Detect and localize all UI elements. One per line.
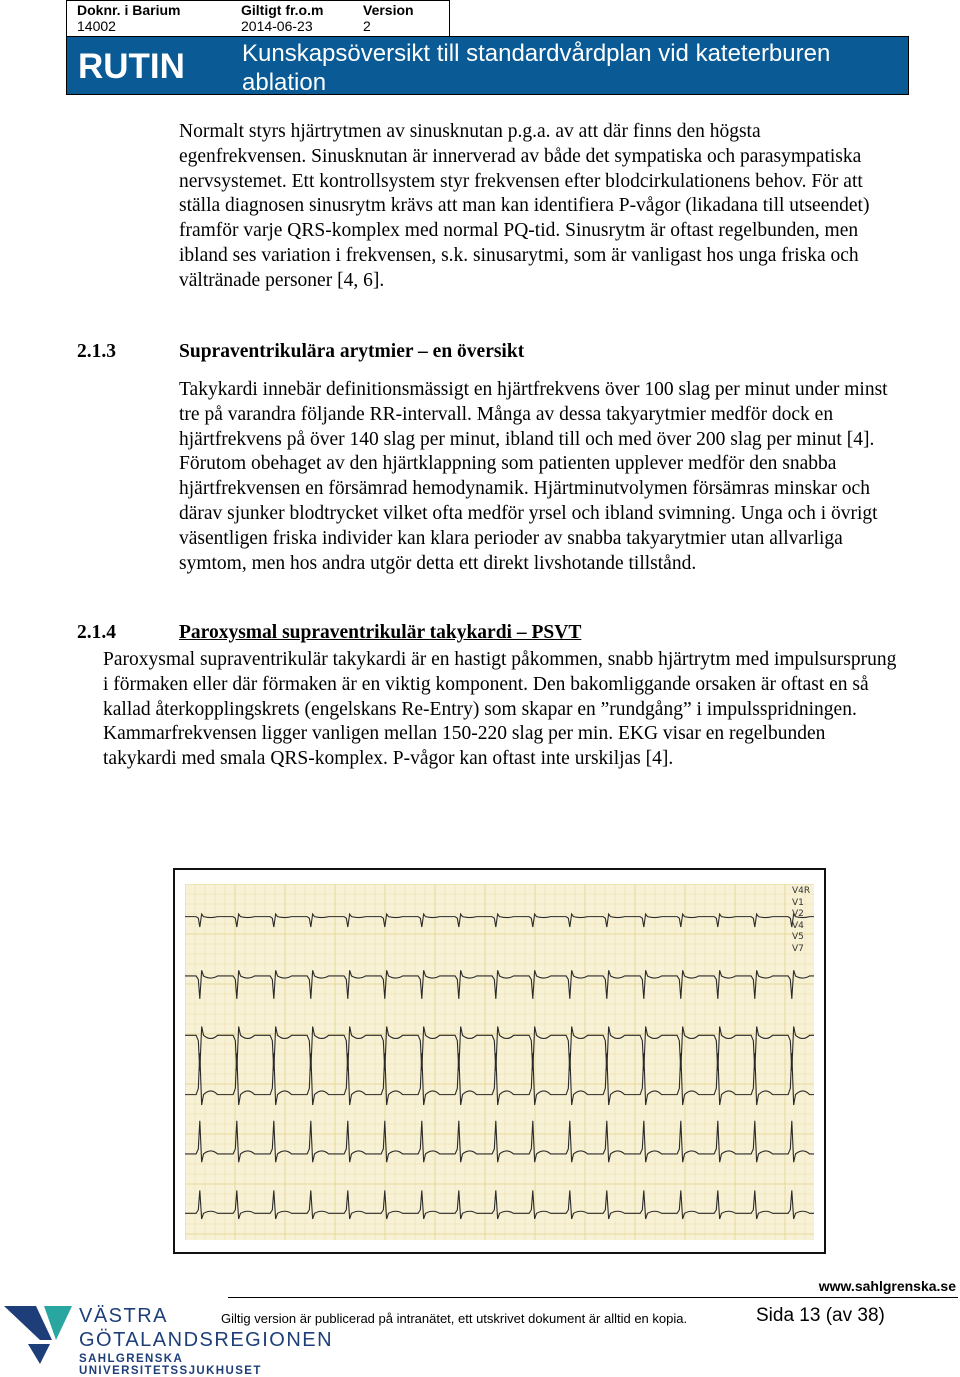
- doknr-value: 14002: [77, 18, 116, 34]
- footer-url[interactable]: www.sahlgrenska.se: [818, 1278, 956, 1294]
- version-value: 2: [363, 18, 371, 34]
- section-paragraph-2-1-3: Takykardi innebär definitionsmässigt en hjärtfrekvens över 100 slag per minut under minst tre på varandra följande RR-intervall. Många av dessa takyarytmier medför dock en hjärtfrekvens på över 140 slag per minut, ibland till och med över 200 slag per minut [4]. Förutom obehaget av den hjärtklappning som patienten upplever medför den snabba hjärtfrekvensen en försämrad hemodynamik. Hjärtminutvolymen försämras minskar och därav sjunker blodtrycket vilket ofta medför yrsel och ibland svimning. Unga och i övrigt väsentligen friska individer kan klara perioder av snabba takyarytmier utan allvarliga symtom, men hos andra utgör detta ett direkt livshotande tillstånd.: [179, 379, 888, 574]
- page-number: Sida 13 (av 38): [756, 1305, 885, 1326]
- ecg-lead-label: V7: [792, 943, 804, 954]
- version-label: Version: [363, 2, 414, 18]
- section-number: 2.1.4: [77, 622, 116, 643]
- document-title: Kunskapsöversikt till standardvårdplan vid kateterburen ablation: [242, 40, 831, 96]
- ecg-lead-label: V1: [792, 897, 804, 908]
- logo-line-1: VÄSTRA: [79, 1305, 169, 1327]
- vgr-emblem-icon: [0, 1300, 76, 1370]
- ecg-lead-label: V4R: [792, 886, 811, 896]
- ecg-paper: [185, 884, 814, 1240]
- footer-note: Giltig version är publicerad på intranätet, ett utskrivet dokument är alltid en kopia.: [221, 1311, 688, 1326]
- valid-from-value: 2014-06-23: [241, 18, 313, 34]
- logo-line-3: SAHLGRENSKA UNIVERSITETSSJUKHUSET: [79, 1353, 262, 1377]
- ecg-strip: [185, 884, 814, 1240]
- intro-paragraph: Normalt styrs hjärtrytmen av sinusknutan p.g.a. av att där finns den högsta egenfrekvensen. Sinusknutan är innerverad av både det sympatiska och parasympatiska nervsystemet. Ett kontrollsystem styr frekvensen efter blodcirkulationens behov. För att ställa diagnosen sinusrytm krävs att man kan identifiera P-vågor (likadana till utseendet) framför varje QRS-komplex med normal PQ-tid. Sinusrytm är oftast regelbunden, men ibland ses variation i frekvensen, s.k. sinusarytmi, som är vanligast hos unga friska och vältränade personer [4, 6].: [179, 121, 870, 291]
- doknr-cell: [77, 2, 180, 34]
- document-type: RUTIN: [78, 47, 185, 86]
- ecg-figure: [173, 868, 826, 1254]
- version-cell: [363, 2, 414, 34]
- ecg-lead-label: V4: [792, 920, 804, 931]
- ecg-lead-labels: [792, 886, 818, 955]
- valid-from-label: Giltigt fr.o.m: [241, 2, 324, 18]
- vgr-logo: [0, 1300, 360, 1377]
- section-title: Paroxysmal supraventrikulär takykardi – PSVT: [179, 622, 582, 643]
- section-number: 2.1.3: [77, 341, 116, 362]
- doknr-label: Doknr. i Barium: [77, 2, 181, 18]
- logo-line-2: GÖTALANDSREGIONEN: [79, 1329, 334, 1351]
- ecg-lead-label: V2: [792, 909, 804, 919]
- ecg-lead-label: V5: [792, 932, 804, 942]
- section-paragraph-2-1-4: Paroxysmal supraventrikulär takykardi är en hastigt påkommen, snabb hjärtrytm med impulsursprung i förmaken eller där förmaken är en viktig komponent. Den bakomliggande orsaken är oftast en så kallad återkopplingskrets (engelskans Re-Entry) som skapar en ”rundgång” i impulsspridningen. Kammarfrekvensen ligger vanligen mellan 150-220 slag per min. EKG visar en regelbunden takykardi med smala QRS-komplex. P-vågor kan oftast inte urskiljas [4].: [103, 649, 897, 770]
- document-metadata: [66, 0, 450, 36]
- header-band: [66, 36, 909, 95]
- footer-divider: [228, 1297, 958, 1298]
- valid-from-cell: [241, 2, 323, 34]
- section-title: Supraventrikulära arytmier – en översikt: [179, 341, 525, 362]
